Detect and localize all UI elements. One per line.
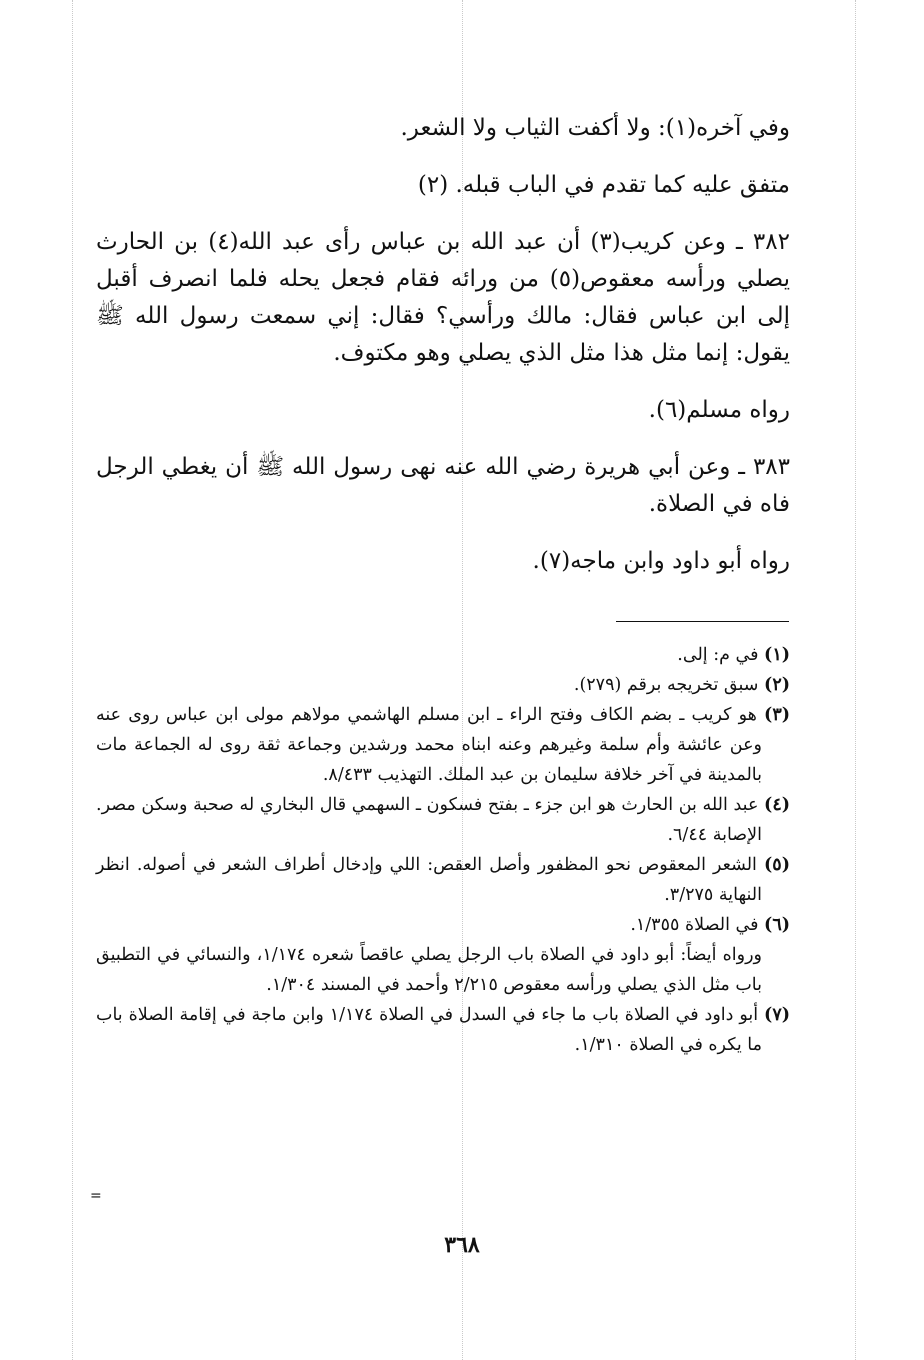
footnote <box>96 790 790 850</box>
main-paragraph: متفق عليه كما تقدم في الباب قبله. (٢) <box>417 172 790 198</box>
footnote-text: في م: إلى. <box>677 645 759 665</box>
margin-guide-line <box>72 0 73 1360</box>
margin-mark: = <box>90 1188 102 1204</box>
footnotes <box>96 640 790 1060</box>
footnote-number: (٥) <box>764 855 790 875</box>
footnote-number: (٧) <box>764 1005 790 1025</box>
footnote-number: (١) <box>764 645 790 665</box>
footnote <box>96 700 790 790</box>
footnote <box>96 640 790 670</box>
page-number: ٣٦٨ <box>444 1232 480 1258</box>
hadith-383: ٣٨٣ ـ وعن أبي هريرة رضي الله عنه نهى رسول الله ﷺ أن يغطي الرجل فاه في الصلاة. <box>96 454 790 517</box>
hadith-382: ٣٨٢ ـ وعن كريب(٣) أن عبد الله بن عباس رأى عبد الله(٤) بن الحارث يصلي ورأسه معقوص(٥) من ورائه فقام فجعل يحله فلما انصرف أقبل إلى ابن عباس فقال: مالك ورأسي؟ فقال: إني سمعت رسول الله ﷺ يقول: إنما مثل هذا مثل الذي يصلي وهو مكتوف. <box>96 229 791 366</box>
footnote-number: (٤) <box>764 795 790 815</box>
margin-guide-line <box>855 0 856 1360</box>
footnote <box>96 670 790 700</box>
footnote-text: أبو داود في الصلاة باب ما جاء في السدل في الصلاة ١/١٧٤ وابن ماجة في إقامة الصلاة باب ما يكره في الصلاة ١/٣١٠. <box>96 1005 762 1055</box>
footnote-continuation: ورواه أيضاً: أبو داود في الصلاة باب الرجل يصلي عاقصاً شعره ١/١٧٤، والنسائي في التطبيق باب مثل الذي يصلي ورأسه معقوص ٢/٢١٥ وأحمد في المسند ١/٣٠٤. <box>96 945 762 995</box>
main-paragraph: رواه أبو داود وابن ماجه(٧). <box>532 548 790 574</box>
main-paragraph: رواه مسلم(٦). <box>648 397 790 423</box>
footnote-text: في الصلاة ١/٣٥٥. <box>630 915 759 935</box>
footnote <box>96 910 790 940</box>
footnote <box>96 1000 790 1060</box>
footnote-text: الشعر المعقوص نحو المظفور وأصل العقص: اللي وإدخال أطراف الشعر في أصوله. انظر النهاية ٣/٢٧٥. <box>96 855 762 905</box>
footnote-text: عبد الله بن الحارث هو ابن جزء ـ بفتح فسكون ـ السهمي قال البخاري له صحبة وسكن مصر. الإصابة ٦/٤٤. <box>96 795 762 845</box>
footnote-text: هو كريب ـ بضم الكاف وفتح الراء ـ ابن مسلم الهاشمي مولاهم مولى ابن عباس روى عنه وعن عائشة وأم سلمة وغيرهم وعنه ابناه محمد ورشدين وجماعة ثقة روى له الجماعة مات بالمدينة في آخر خلافة سليمان بن عبد الملك. التهذيب ٨/٤٣٣. <box>96 705 762 785</box>
footnote-number: (٣) <box>764 705 790 725</box>
main-paragraph: وفي آخره(١): ولا أكفت الثياب ولا الشعر. <box>400 115 790 141</box>
footnote-text: سبق تخريجه برقم (٢٧٩). <box>573 675 759 695</box>
footnote <box>96 850 790 910</box>
footnote-separator <box>616 621 789 622</box>
main-text <box>96 110 790 580</box>
footnote-number: (٦) <box>764 915 790 935</box>
footnote-number: (٢) <box>764 675 790 695</box>
